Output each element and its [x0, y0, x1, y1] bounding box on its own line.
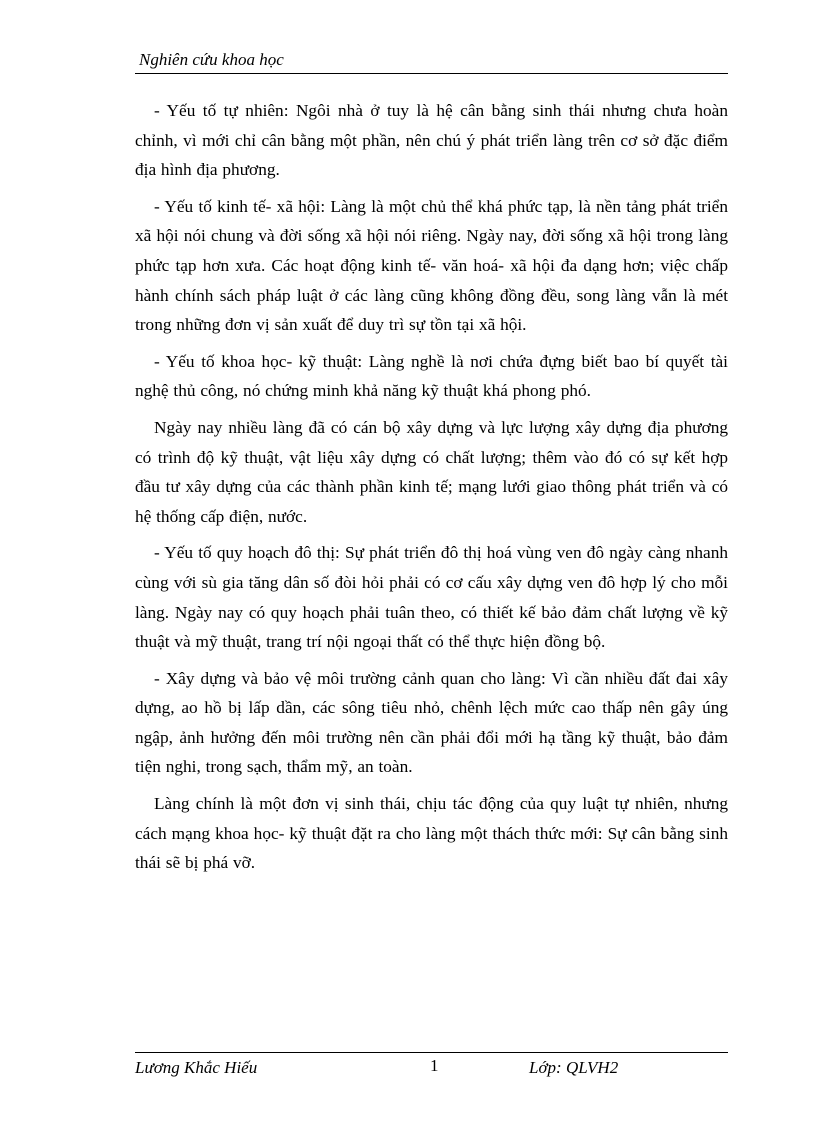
paragraph-science-technology-factor: - Yếu tố khoa học- kỹ thuật: Làng nghề là nơi chứa đựng biết bao bí quyết tài nghệ thủ công, nó chứng minh khả năng kỹ thuật khá phong phó. — [135, 351, 728, 401]
paragraph-urban-planning-factor: - Yếu tố quy hoạch đô thị: Sự phát triển đô thị hoá vùng ven đô ngày càng nhanh cùng với sù gia tăng dân số đòi hỏi phải có cơ cấu xây dựng ven đô hợp lý cho mỗi làng. Ngày nay có quy hoạch phải tuân theo, có thiết kế bảo đảm chất lượng về kỹ thuật và mỹ thuật, trang trí nội ngoại thất có thể thực hiện đồng bộ. — [135, 543, 728, 652]
paragraph-ecological-unit: Làng chính là một đơn vị sinh thái, chịu tác động của quy luật tự nhiên, nhưng cách mạng khoa học- kỹ thuật đặt ra cho làng một thách thức mới: Sự cân bằng sinh thái sẽ bị phá vỡ. — [135, 794, 728, 873]
document-body — [135, 96, 728, 885]
paragraph-construction-capacity: Ngày nay nhiều làng đã có cán bộ xây dựng và lực lượng xây dựng địa phương có trình độ kỹ thuật, vật liệu xây dựng có chất lượng; thêm vào đó có sự kết hợp đầu tư xây dựng của các thành phần kinh tế; mạng lưới giao thông phát triển và có hệ thống cấp điện, nước. — [135, 417, 728, 526]
footer-author: Lương Khắc Hiếu — [135, 1058, 258, 1077]
paragraph-environment-protection: - Xây dựng và bảo vệ môi trường cảnh quan cho làng: Vì cần nhiều đất đai xây dựng, ao hồ bị lấp dần, các sông tiêu nhỏ, chênh lệch mức cao thấp nên gây úng ngập, ảnh hưởng đến môi trường nên cần phải đổi mới hạ tầng kỹ thuật, bảo đảm tiện nghi, trong sạch, thẩm mỹ, an toàn. — [135, 668, 728, 777]
paragraph-socioeconomic-factor: - Yếu tố kinh tế- xã hội: Làng là một chủ thể khá phức tạp, là nền tảng phát triển xã hội nói chung và đời sống xã hội nói riêng. Ngày nay, đời sống xã hội trong làng phức tạp hơn xưa. Các hoạt động kinh tế- văn hoá- xã hội đa dạng hơn; việc chấp hành chính sách pháp luật ở các làng cũng không đồng đều, song làng vẫn là mét trong những đơn vị sản xuất để duy trì sự tồn tại xã hội. — [135, 196, 728, 335]
paragraph-natural-factor: - Yếu tố tự nhiên: Ngôi nhà ở tuy là hệ cân bằng sinh thái nhưng chưa hoàn chỉnh, vì mới chỉ cân bằng một phần, nên chú ý phát triển làng trên cơ sở đặc điểm địa hình địa phương. — [135, 101, 728, 180]
page-number: 1 — [430, 1056, 439, 1075]
header-title: Nghiên cứu khoa học — [139, 50, 284, 69]
footer-class-label: Lớp: QLVH2 — [529, 1058, 619, 1077]
page-header — [135, 46, 728, 74]
page-footer — [135, 1052, 728, 1081]
